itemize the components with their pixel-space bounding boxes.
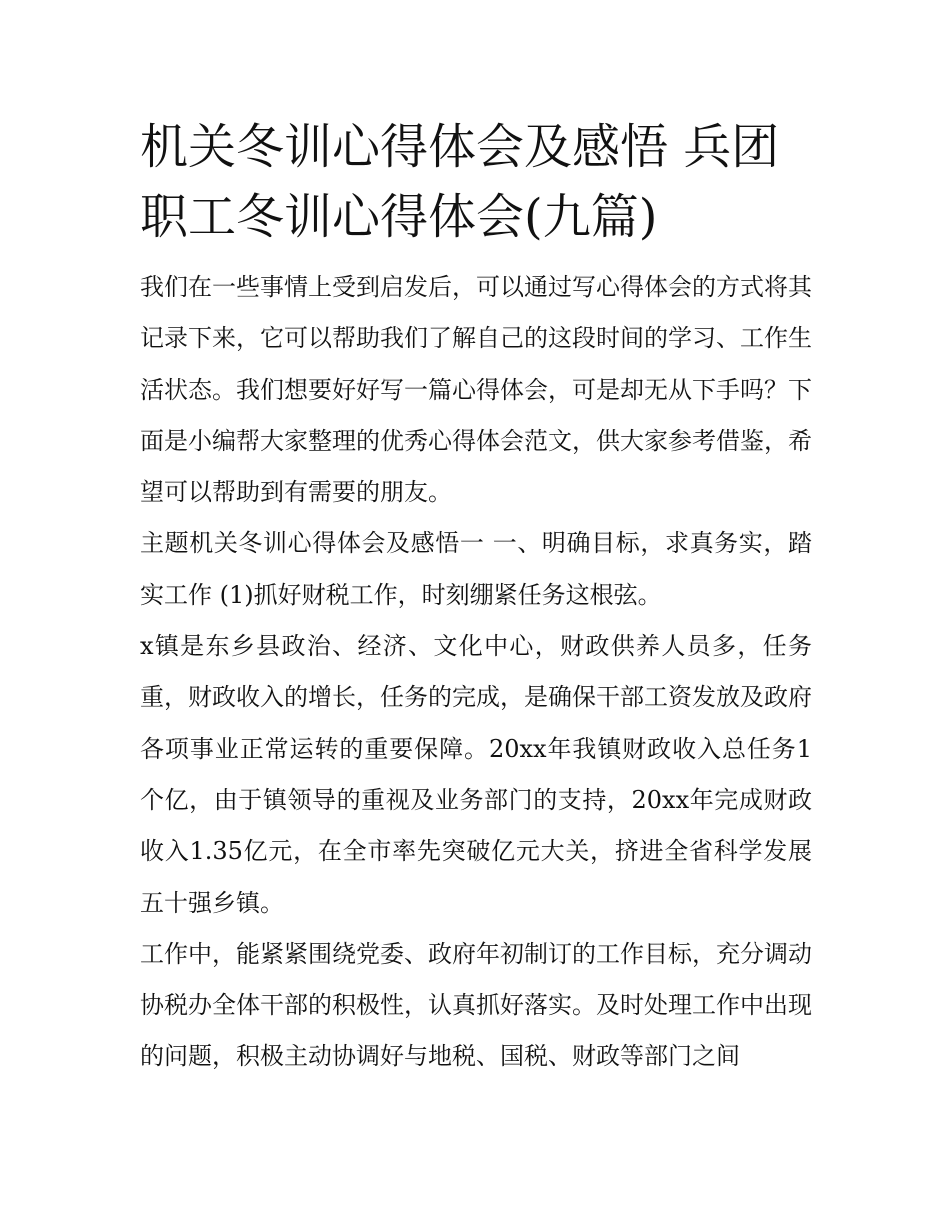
paragraph-work: 工作中，能紧紧围绕党委、政府年初制订的工作目标，充分调动协税办全体干部的积极性，认真抓好落实。及时处理工作中出现的问题，积极主动协调好与地税、国税、财政等部门之间 [140, 939, 812, 1071]
paragraph-topic: 主题机关冬训心得体会及感悟一 一、明确目标，求真务实，踏实工作 (1)抓好财税工作，时刻绷紧任务这根弦。 [140, 529, 812, 609]
document-body [140, 262, 812, 1083]
paragraph-intro: 我们在一些事情上受到启发后，可以通过写心得体会的方式将其记录下来，它可以帮助我们了解自己的这段时间的学习、工作生活状态。我们想要好好写一篇心得体会，可是却无从下手吗？下面是小编帮大家整理的优秀心得体会范文，供大家参考借鉴，希望可以帮助到有需要的朋友。 [140, 273, 812, 507]
paragraph-town: x镇是东乡县政治、经济、文化中心，财政供养人员多，任务重，财政收入的增长，任务的完成，是确保干部工资发放及政府各项事业正常运转的重要保障。20xx年我镇财政收入总任务1个亿，由于镇领导的重视及业务部门的支持，20xx年完成财政收入1.35亿元，在全市率先突破亿元大关，挤进全省科学发展五十强乡镇。 [140, 632, 812, 917]
document-page [140, 112, 812, 1083]
document-title: 机关冬训心得体会及感悟 兵团职工冬训心得体会(九篇) [140, 119, 780, 245]
